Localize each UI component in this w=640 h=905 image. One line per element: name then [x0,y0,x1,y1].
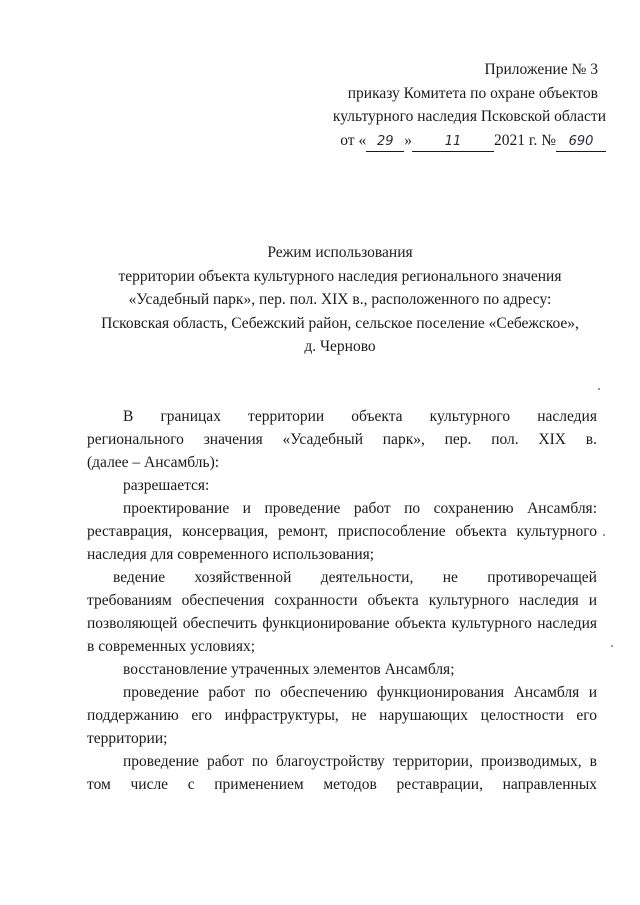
p1-line-2-word: значения [203,431,263,448]
p4-line-1-word: противоречащей [487,569,597,586]
p1-line-3: (далее – Ансамбль): [87,454,220,471]
title-line-4: Псковская область, Себежский район, сельское поселение «Себежское», [101,314,579,332]
paragraph-restoration: восстановление утраченных элементов Ансамбля; [123,661,455,678]
date-day-handwritten: 29 [366,133,404,152]
p1-line-1-word: объекта [351,408,403,425]
title-line-3: «Усадебный парк», пер. пол. XIX в., расположенного по адресу: [128,291,552,308]
appendix-committee-line: культурного наследия Псковской области [332,108,606,125]
p1-line-1-word: В [123,408,134,425]
p1-line-1-word: территории [248,408,325,425]
date-mid: » [404,131,412,149]
p1-line-2-word: XIX [538,431,566,448]
p4-line-1-word: не [442,569,458,586]
paragraph-landscaping: проведение работ по благоустройству территории, производимых, в том числе с применением методов реставрации, направленных [87,753,597,793]
p4-line-1-word: хозяйственной [194,569,292,586]
title-line-2: территории объекта культурного наследия регионального значения [118,267,562,285]
p1-line-2-word: регионального [87,431,184,448]
title-line-5: д. Черново [304,338,376,355]
appendix-order-line: приказу Комитета по охране объектов [347,84,598,102]
appendix-number: Приложение № 3 [484,61,598,78]
p1-line-2-word: пол. [491,431,519,448]
appendix-date-line [306,129,606,153]
p4-line-1-word: ведение [113,569,166,586]
p4-line-1-word: деятельности, [320,569,414,586]
document-title [60,241,620,359]
title-line-1: Режим использования [267,244,413,261]
p1-line-2-word: парк», [382,431,425,448]
p1-line-1-word: наследия [537,408,597,425]
document-body [87,405,597,796]
p1-line-1 [87,405,597,428]
p1-line-2-word: в. [585,431,597,448]
paragraph-design-works: проектирование и проведение работ по сохранению Ансамбля: реставрация, консервация, ремонт, приспособление объекта культурного наследия для современного использования; [87,500,597,563]
p1-line-2 [87,428,597,451]
p1-line-2-word: пер. [444,431,472,448]
doc-number-handwritten: 690 [556,133,606,152]
p1-line-1-word: границах [160,408,221,425]
paragraph-functioning: проведение работ по обеспечению функционирования Ансамбля и поддержанию его инфраструктуры, не нарушающих целостности его территории; [87,684,597,747]
date-prefix: от « [340,131,367,149]
paragraph-permitted: разрешается: [123,477,210,494]
paragraph-economic-activity: требованиям обеспечения сохранности объекта культурного наследия и позволяющей обеспечить функционирование объекта культурного наследия в современных условиях; [87,592,597,655]
date-month-handwritten: 11 [412,133,494,152]
appendix-header [306,58,606,152]
p1-line-1-word: культурного [429,408,511,425]
date-year: 2021 г. № [493,131,556,149]
p1-line-2-word: «Усадебный [282,431,363,448]
p4-line-1 [87,566,597,589]
